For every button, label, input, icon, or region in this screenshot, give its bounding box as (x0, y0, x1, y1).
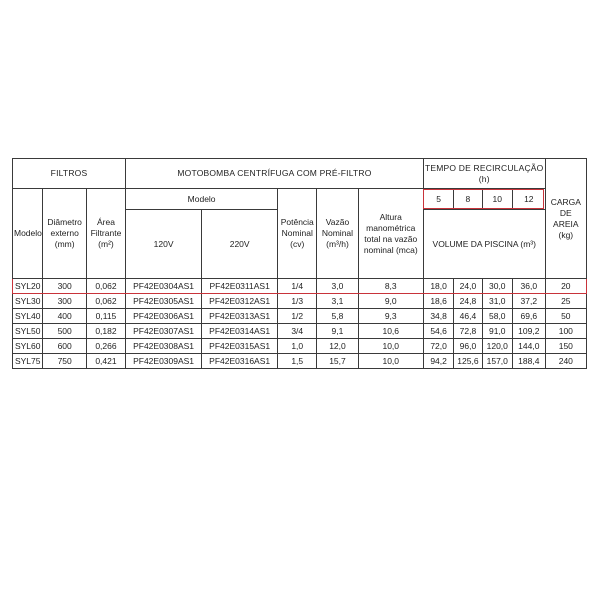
header-tempo-recirculacao: TEMPO DE RECIRCULAÇÃO (h) (423, 159, 545, 189)
cell-modelo: SYL30 (13, 294, 43, 309)
cell-vol-10h: 31,0 (482, 294, 512, 309)
table-row (13, 354, 587, 369)
cell-modelo-220v: PF42E0312AS1 (202, 294, 278, 309)
cell-diametro: 600 (43, 339, 86, 354)
header-diametro: Diâmetro externo (mm) (43, 189, 86, 279)
cell-modelo-120v: PF42E0304AS1 (126, 279, 202, 294)
cell-vol-8h: 24,0 (454, 279, 482, 294)
header-modelo-bomba: Modelo (126, 189, 278, 210)
cell-carga: 150 (545, 339, 586, 354)
header-modelo-filtro: Modelo (13, 189, 43, 279)
cell-area: 0,062 (86, 294, 125, 309)
table-row (13, 279, 587, 294)
cell-vol-12h: 109,2 (512, 324, 545, 339)
cell-carga: 20 (545, 279, 586, 294)
cell-modelo-120v: PF42E0306AS1 (126, 309, 202, 324)
cell-vol-10h: 30,0 (482, 279, 512, 294)
cell-carga: 50 (545, 309, 586, 324)
cell-vol-5h: 94,2 (423, 354, 453, 369)
cell-vazao: 15,7 (317, 354, 358, 369)
cell-vol-5h: 54,6 (423, 324, 453, 339)
cell-modelo: SYL60 (13, 339, 43, 354)
cell-vol-10h: 157,0 (482, 354, 512, 369)
cell-vol-8h: 72,8 (454, 324, 482, 339)
cell-vol-10h: 120,0 (482, 339, 512, 354)
table-row (13, 339, 587, 354)
cell-altura: 9,3 (358, 309, 423, 324)
cell-vol-10h: 58,0 (482, 309, 512, 324)
cell-vol-8h: 24,8 (454, 294, 482, 309)
table-row (13, 294, 587, 309)
header-120v: 120V (126, 210, 202, 279)
cell-vol-12h: 36,0 (512, 279, 545, 294)
cell-altura: 8,3 (358, 279, 423, 294)
header-volume-piscina: VOLUME DA PISCINA (m³) (423, 210, 545, 279)
cell-vazao: 5,8 (317, 309, 358, 324)
cell-vol-8h: 96,0 (454, 339, 482, 354)
table-body (13, 279, 587, 369)
header-vazao: Vazão Nominal (m³/h) (317, 189, 358, 279)
cell-vazao: 9,1 (317, 324, 358, 339)
cell-potencia: 1,5 (278, 354, 317, 369)
table-row (13, 324, 587, 339)
cell-vol-8h: 46,4 (454, 309, 482, 324)
cell-vol-12h: 69,6 (512, 309, 545, 324)
header-carga-areia: CARGA DE AREIA (kg) (545, 159, 586, 279)
cell-vazao: 3,0 (317, 279, 358, 294)
header-altura: Altura manométrica total na vazão nominal (mca) (358, 189, 423, 279)
cell-potencia: 3/4 (278, 324, 317, 339)
header-motobomba: MOTOBOMBA CENTRÍFUGA COM PRÉ-FILTRO (126, 159, 424, 189)
header-hour-5: 5 (423, 189, 453, 210)
cell-altura: 10,0 (358, 339, 423, 354)
header-hour-12: 12 (512, 189, 545, 210)
cell-potencia: 1,0 (278, 339, 317, 354)
cell-area: 0,062 (86, 279, 125, 294)
header-hour-10: 10 (482, 189, 512, 210)
spec-table-container (12, 158, 587, 369)
cell-diametro: 300 (43, 294, 86, 309)
cell-vol-12h: 37,2 (512, 294, 545, 309)
cell-carga: 25 (545, 294, 586, 309)
cell-area: 0,421 (86, 354, 125, 369)
cell-carga: 100 (545, 324, 586, 339)
table-row (13, 309, 587, 324)
cell-vol-5h: 18,6 (423, 294, 453, 309)
cell-area: 0,115 (86, 309, 125, 324)
cell-altura: 9,0 (358, 294, 423, 309)
cell-modelo-120v: PF42E0309AS1 (126, 354, 202, 369)
cell-diametro: 400 (43, 309, 86, 324)
cell-modelo-220v: PF42E0311AS1 (202, 279, 278, 294)
spec-table (12, 158, 587, 369)
cell-potencia: 1/3 (278, 294, 317, 309)
cell-diametro: 750 (43, 354, 86, 369)
cell-diametro: 500 (43, 324, 86, 339)
cell-modelo: SYL50 (13, 324, 43, 339)
cell-modelo-120v: PF42E0308AS1 (126, 339, 202, 354)
header-220v: 220V (202, 210, 278, 279)
cell-vol-5h: 18,0 (423, 279, 453, 294)
header-potencia: Potência Nominal (cv) (278, 189, 317, 279)
cell-vazao: 12,0 (317, 339, 358, 354)
cell-modelo: SYL75 (13, 354, 43, 369)
cell-vol-12h: 144,0 (512, 339, 545, 354)
cell-altura: 10,0 (358, 354, 423, 369)
cell-modelo-220v: PF42E0315AS1 (202, 339, 278, 354)
cell-vol-12h: 188,4 (512, 354, 545, 369)
cell-modelo: SYL40 (13, 309, 43, 324)
cell-potencia: 1/4 (278, 279, 317, 294)
cell-vol-8h: 125,6 (454, 354, 482, 369)
cell-modelo-120v: PF42E0307AS1 (126, 324, 202, 339)
cell-modelo-120v: PF42E0305AS1 (126, 294, 202, 309)
cell-vol-5h: 34,8 (423, 309, 453, 324)
cell-vol-10h: 91,0 (482, 324, 512, 339)
cell-potencia: 1/2 (278, 309, 317, 324)
cell-altura: 10,6 (358, 324, 423, 339)
cell-modelo-220v: PF42E0313AS1 (202, 309, 278, 324)
cell-modelo-220v: PF42E0314AS1 (202, 324, 278, 339)
header-area: Área Filtrante (m²) (86, 189, 125, 279)
cell-area: 0,266 (86, 339, 125, 354)
header-hour-8: 8 (454, 189, 482, 210)
cell-diametro: 300 (43, 279, 86, 294)
cell-vazao: 3,1 (317, 294, 358, 309)
cell-modelo: SYL20 (13, 279, 43, 294)
cell-modelo-220v: PF42E0316AS1 (202, 354, 278, 369)
header-filtros: FILTROS (13, 159, 126, 189)
cell-area: 0,182 (86, 324, 125, 339)
cell-vol-5h: 72,0 (423, 339, 453, 354)
cell-carga: 240 (545, 354, 586, 369)
